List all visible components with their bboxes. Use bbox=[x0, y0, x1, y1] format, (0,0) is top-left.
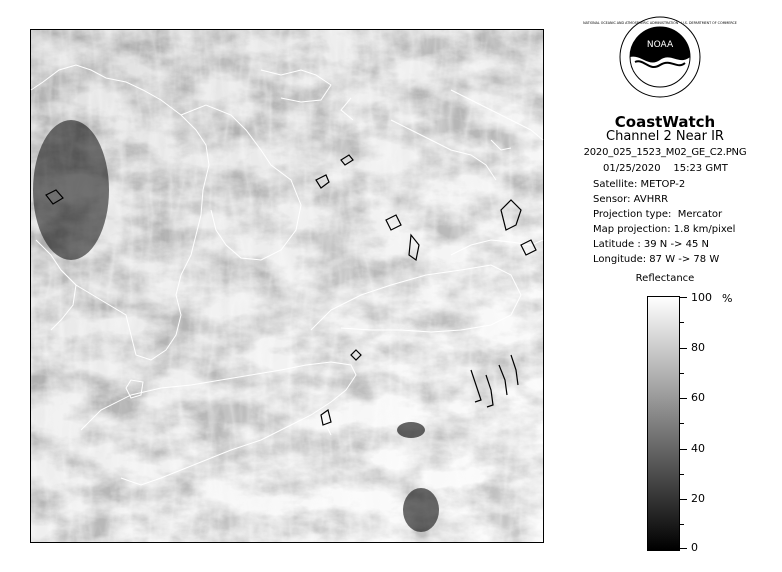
colorbar bbox=[647, 296, 680, 551]
colorbar-tick-label: 60 bbox=[691, 391, 705, 404]
satellite-info: Satellite: METOP-2 bbox=[593, 179, 686, 190]
satellite-image-svg bbox=[31, 30, 543, 542]
colorbar-title: Reflectance bbox=[635, 273, 695, 284]
channel-subtitle: Channel 2 Near IR bbox=[606, 129, 724, 144]
colorbar-tick bbox=[679, 398, 687, 399]
noaa-logo-text: NOAA bbox=[646, 40, 674, 50]
colorbar-tick bbox=[679, 548, 687, 549]
colorbar-minor-tick bbox=[679, 524, 684, 525]
datetime: 01/25/2020 15:23 GMT bbox=[603, 163, 728, 174]
projection-type: Projection type: Mercator bbox=[593, 209, 723, 220]
noaa-logo-ring-text: NATIONAL OCEANIC AND ATMOSPHERIC ADMINISTRATION · U.S. DEPARTMENT OF COMMERCE bbox=[583, 21, 737, 25]
colorbar-tick bbox=[679, 449, 687, 450]
colorbar-tick bbox=[679, 297, 687, 298]
colorbar-unit: % bbox=[722, 292, 733, 305]
noaa-logo-icon bbox=[583, 16, 737, 98]
colorbar-minor-tick bbox=[679, 474, 684, 475]
colorbar-minor-tick bbox=[679, 423, 684, 424]
colorbar-tick-label: 20 bbox=[691, 492, 705, 505]
colorbar-tick-label: 40 bbox=[691, 442, 705, 455]
map-projection: Map projection: 1.8 km/pixel bbox=[593, 224, 736, 235]
colorbar-tick-label: 0 bbox=[691, 541, 698, 554]
product-title: CoastWatch bbox=[614, 113, 716, 131]
colorbar-minor-tick bbox=[679, 322, 684, 323]
latitude-range: Latitude : 39 N -> 45 N bbox=[593, 239, 709, 250]
sensor-info: Sensor: AVHRR bbox=[593, 194, 669, 205]
satellite-image bbox=[30, 29, 544, 543]
colorbar-minor-tick bbox=[679, 373, 684, 374]
colorbar-tick-label: 100 bbox=[691, 291, 712, 304]
colorbar-tick-label: 80 bbox=[691, 341, 705, 354]
longitude-range: Longitude: 87 W -> 78 W bbox=[593, 254, 720, 265]
colorbar-tick bbox=[679, 499, 687, 500]
image-filename: 2020_025_1523_M02_GE_C2.PNG bbox=[583, 147, 747, 158]
colorbar-tick bbox=[679, 348, 687, 349]
